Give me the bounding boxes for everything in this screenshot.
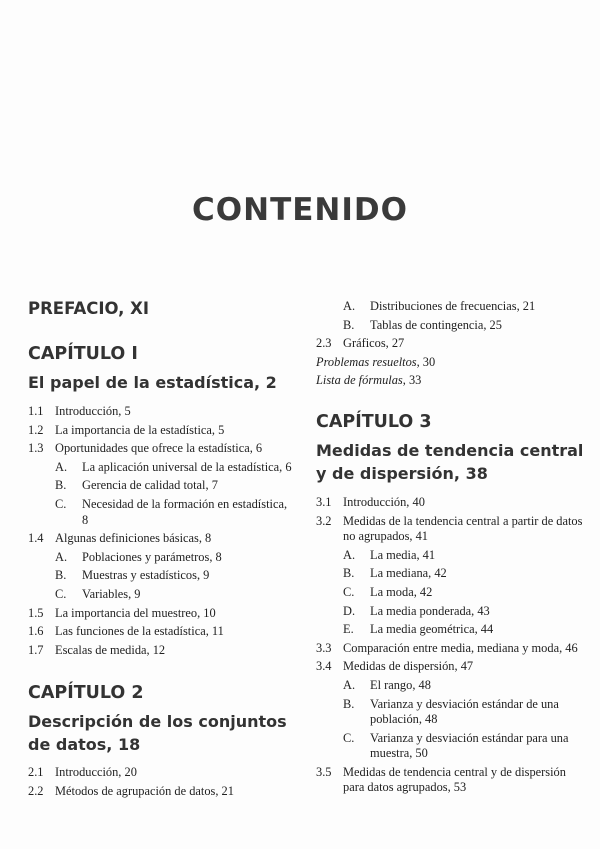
toc-entry[interactable]: 1.4 Algunas definiciones básicas, 8 xyxy=(28,531,212,546)
toc-subentry[interactable]: C. Varianza y desviación estándar para una muestra, 50 xyxy=(343,730,569,761)
toc-subentry[interactable]: B. Gerencia de calidad total, 7 xyxy=(55,478,218,493)
toc-subentry[interactable]: C. Variables, 9 xyxy=(55,586,141,601)
toc-entry[interactable]: 1.3 Oportunidades que ofrece la estadística, 6 xyxy=(28,441,263,456)
chapter1-title: El papel de la estadística, 2 xyxy=(28,373,277,392)
toc-entry[interactable]: 3.3 Comparación entre media, mediana y moda, 46 xyxy=(316,640,578,655)
toc-subentry[interactable]: A. El rango, 48 xyxy=(343,677,431,692)
chapter2-entries-continued xyxy=(316,299,586,389)
toc-entry[interactable]: 1.1 Introducción, 5 xyxy=(28,404,131,418)
preface-heading: PREFACIO, XI xyxy=(28,299,150,318)
chapter1-entries xyxy=(28,404,293,658)
toc-subentry[interactable]: B. Varianza y desviación estándar de una población, 48 xyxy=(343,696,559,727)
chapter2-entries xyxy=(28,765,293,799)
toc-entry[interactable]: 2.2 Métodos de agrupación de datos, 21 xyxy=(28,783,234,798)
toc-right-column xyxy=(316,299,586,799)
toc-entry[interactable]: 2.1 Introducción, 20 xyxy=(28,765,137,780)
solved-problems-entry[interactable]: Problemas resueltos, 30 xyxy=(316,354,436,369)
toc-subentry[interactable]: B. La mediana, 42 xyxy=(343,566,447,581)
chapter2-title-line2: de datos, 18 xyxy=(28,735,141,755)
chapter3-title-line2: y de dispersión, 38 xyxy=(316,463,488,483)
toc-entry[interactable]: 3.5 Medidas de tendencia central y de dispersión para datos agrupados, 53 xyxy=(316,764,566,795)
toc-subentry[interactable]: A. La media, 41 xyxy=(343,547,436,562)
chapter1-label: CAPÍTULO I xyxy=(28,344,138,364)
toc-subentry[interactable]: E. La media geométrica, 44 xyxy=(343,622,494,637)
toc-entry[interactable]: 1.5 La importancia del muestreo, 10 xyxy=(28,605,216,620)
toc-subentry[interactable]: D. La media ponderada, 43 xyxy=(343,603,490,618)
chapter2-label: CAPÍTULO 2 xyxy=(28,683,144,704)
toc-subentry[interactable]: A. Poblaciones y parámetros, 8 xyxy=(55,549,222,564)
chapter3-entries xyxy=(316,495,586,796)
chapter3-title-line1: Medidas de tendencia central xyxy=(316,440,584,460)
toc-subentry[interactable]: C. La moda, 42 xyxy=(343,584,433,599)
toc-subentry[interactable]: B. Tablas de contingencia, 25 xyxy=(343,317,502,332)
toc-subentry[interactable]: B. Muestras y estadísticos, 9 xyxy=(55,568,210,583)
toc-subentry[interactable]: A. Distribuciones de frecuencias, 21 xyxy=(343,299,536,313)
toc-subentry[interactable]: C. Necesidad de la formación en estadística, 8 xyxy=(55,496,288,527)
toc-entry[interactable]: 3.1 Introducción, 40 xyxy=(316,494,425,509)
toc-entry[interactable]: 1.2 La importancia de la estadística, 5 xyxy=(28,422,225,437)
page-title: CONTENIDO xyxy=(192,192,408,228)
toc-entry[interactable]: 3.2 Medidas de la tendencia central a partir de datos no agrupados, 41 xyxy=(316,513,583,544)
toc-entry[interactable]: 2.3 Gráficos, 27 xyxy=(316,336,405,351)
toc-entry[interactable]: 1.7 Escalas de medida, 12 xyxy=(28,642,166,657)
toc-subentry[interactable]: A. La aplicación universal de la estadística, 6 xyxy=(55,459,292,474)
formula-list-entry[interactable]: Lista de fórmulas, 33 xyxy=(316,373,422,388)
toc-left-column xyxy=(28,299,293,803)
chapter2-title-line1: Descripción de los conjuntos xyxy=(28,712,287,732)
toc-entry[interactable]: 1.6 Las funciones de la estadística, 11 xyxy=(28,624,224,639)
toc-entry[interactable]: 3.4 Medidas de dispersión, 47 xyxy=(316,659,474,674)
chapter3-label: CAPÍTULO 3 xyxy=(316,411,432,432)
